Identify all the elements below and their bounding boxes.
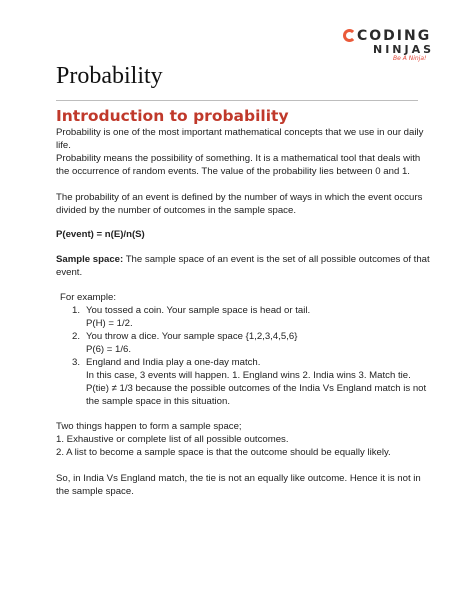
sample-space-text: The sample space of an event is the set of all possible outcomes of that	[123, 254, 430, 265]
list-item-line: England and India play a one-day match.	[86, 357, 261, 368]
paragraph-line: event.	[56, 267, 83, 278]
list-item-line: the sample space in this situation.	[86, 396, 230, 407]
paragraph-line: So, in India Vs England match, the tie is not an equally like outcome. Hence it is not in	[56, 473, 421, 484]
list-item-line: In this case, 3 events will happen. 1. England wins 2. India wins 3. Match tie.	[86, 370, 411, 381]
section-heading: Introduction to probability	[56, 107, 289, 125]
list-item-line: You tossed a coin. Your sample space is head or tail.	[86, 305, 311, 316]
list-item-line: You throw a dice. Your sample space {1,2,3,4,5,6}	[86, 331, 298, 342]
list-number: 1.	[72, 305, 81, 316]
paragraph-line: life.	[56, 140, 71, 151]
paragraph-line: 1. Exhaustive or complete list of all possible outcomes.	[56, 434, 289, 445]
formula: P(event) = n(E)/n(S)	[56, 229, 145, 240]
paragraph-line: 2. A list to become a sample space is that the outcome should be equally likely.	[56, 447, 391, 458]
sample-space-label: Sample space:	[56, 254, 124, 265]
list-number: 2.	[72, 331, 81, 342]
paragraph-line: the occurrence of random events. The value of the probability lies between 0 and 1.	[56, 166, 410, 177]
example-intro: For example:	[60, 292, 116, 303]
page-title: Probability	[56, 63, 163, 89]
logo-line-2: NINJAS	[373, 43, 435, 56]
list-item-line: P(H) = 1/2.	[86, 318, 133, 329]
paragraph-line: The probability of an event is defined by the number of ways in which the event occurs	[56, 192, 423, 203]
list-item-line: P(tie) ≠ 1/3 because the possible outcomes of the India Vs England match is not	[86, 383, 427, 394]
paragraph-line: divided by the number of outcomes in the sample space.	[56, 205, 296, 216]
paragraph-line: Two things happen to form a sample space;	[56, 421, 242, 432]
logo-mark-icon	[343, 29, 356, 42]
paragraph-line: Probability means the possibility of something. It is a mathematical tool that deals with	[56, 153, 421, 164]
logo-tagline: Be A Ninja!	[393, 55, 427, 62]
title-divider	[56, 100, 418, 101]
paragraph-line: the sample space.	[56, 486, 134, 497]
logo-line-1: CODING	[357, 28, 432, 44]
list-number: 3.	[72, 357, 81, 368]
list-item-line: P(6) = 1/6.	[86, 344, 132, 355]
paragraph-line: Probability is one of the most important mathematical concepts that we use in our daily	[56, 127, 424, 138]
coding-ninjas-logo	[343, 29, 447, 63]
sample-space-definition	[56, 253, 430, 266]
